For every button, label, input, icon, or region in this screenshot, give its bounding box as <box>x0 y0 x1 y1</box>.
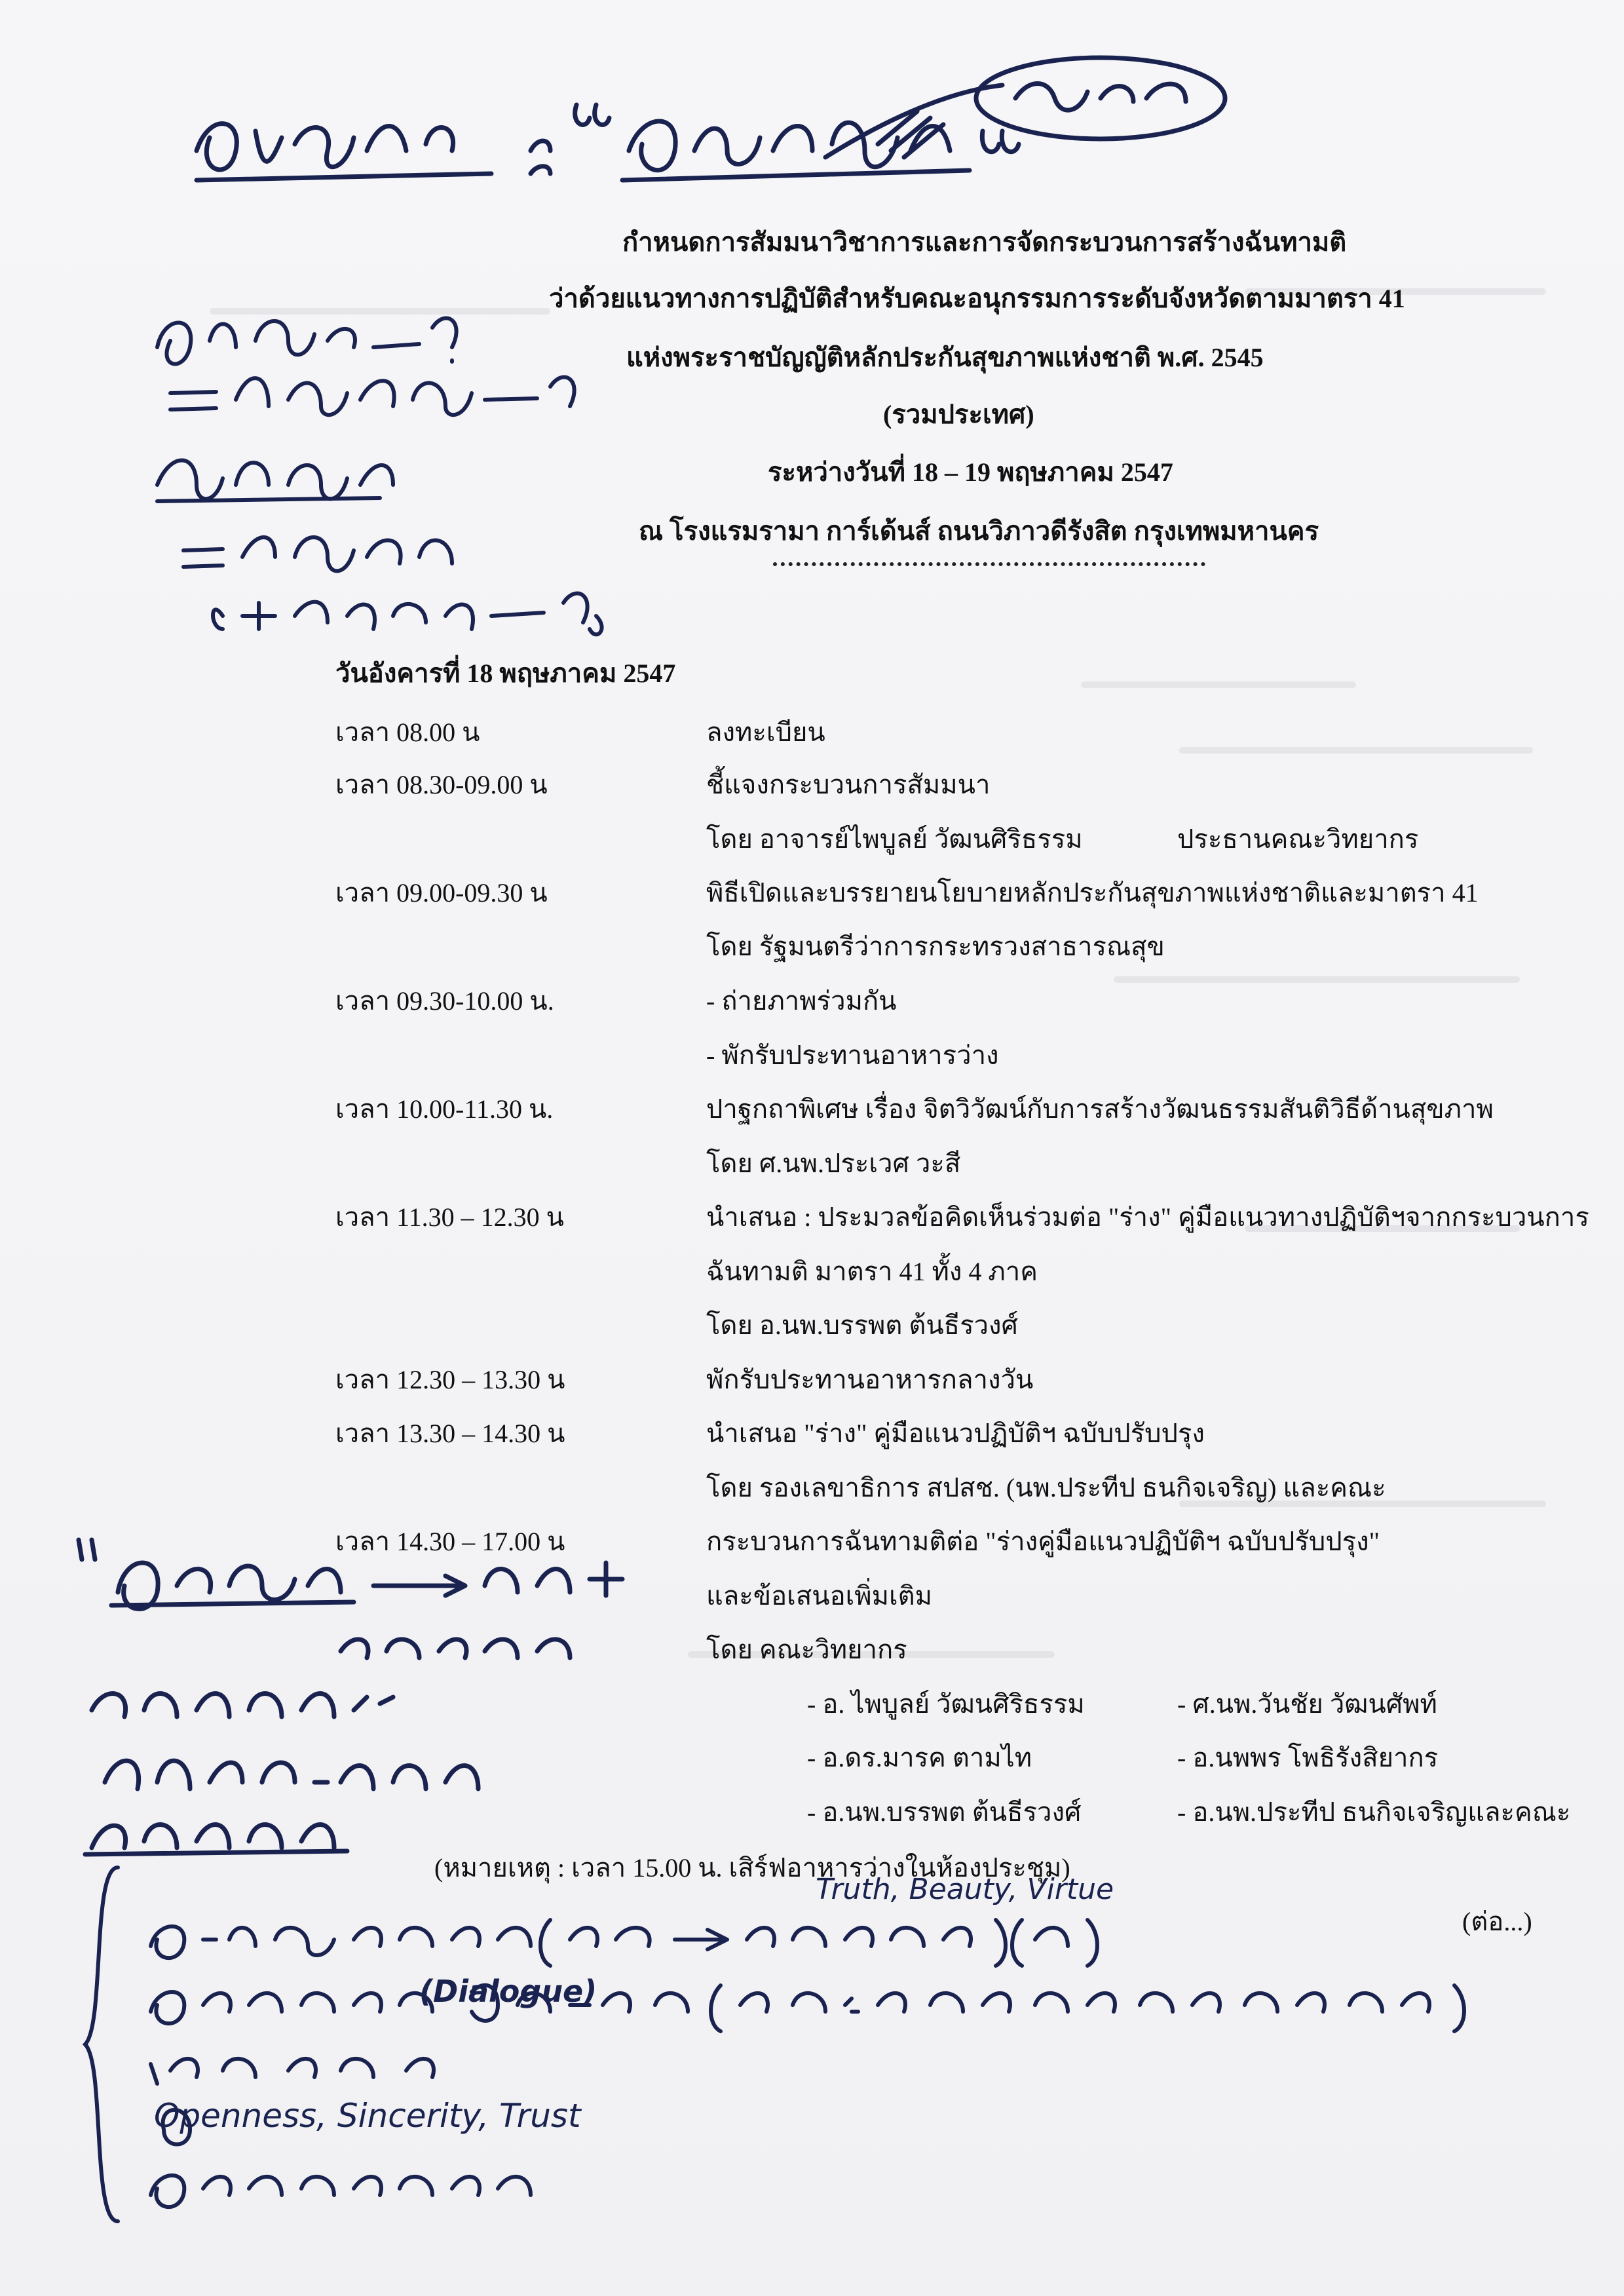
schedule-time: เวลา 14.30 – 17.00 น <box>335 1527 565 1556</box>
schedule-time: เวลา 09.30-10.00 น. <box>335 986 554 1016</box>
handwritten-dialogue: (Dialogue) <box>419 1974 597 2009</box>
header-line-2: ว่าด้วยแนวทางการปฏิบัติสำหรับคณะอนุกรรมการระดับจังหวัดตามมาตรา 41 <box>549 284 1405 313</box>
schedule-desc: โดย รัฐมนตรีว่าการกระทรวงสาธารณสุข <box>706 932 1165 961</box>
note: (หมายเหตุ : เวลา 15.00 น. เสิร์ฟอาหารว่างในห้องประชุม) <box>434 1853 1070 1883</box>
header-line-4: (รวมประเทศ) <box>883 400 1034 429</box>
schedule-desc: โดย อ.นพ.บรรพต ต้นธีรวงศ์ <box>706 1311 1018 1340</box>
schedule-desc: พิธีเปิดและบรรยายนโยบายหลักประกันสุขภาพแห่งชาติและมาตรา 41 <box>706 878 1479 908</box>
schedule-desc: นำเสนอ "ร่าง" คู่มือแนวปฏิบัติฯ ฉบับปรับปรุง <box>706 1419 1205 1448</box>
schedule-desc: พักรับประทานอาหารกลางวัน <box>706 1365 1034 1394</box>
schedule-time: เวลา 08.00 น <box>335 718 480 747</box>
handwritten-title-scribble <box>183 39 1232 210</box>
schedule-time: เวลา 12.30 – 13.30 น <box>335 1365 565 1394</box>
schedule-desc: ลงทะเบียน <box>706 718 825 747</box>
schedule-desc: โดย ศ.นพ.ประเวศ วะสี <box>706 1149 961 1178</box>
curly-brace <box>79 1861 124 2228</box>
speaker-name: - อ. ไพบูลย์ วัฒนศิริธรรม <box>807 1689 1085 1719</box>
schedule-time: เวลา 09.00-09.30 น <box>335 878 548 908</box>
header-line-1: กำหนดการสัมมนาวิชาการและการจัดกระบวนการสร้างฉันทามติ <box>622 227 1347 257</box>
schedule-desc: ชี้แจงกระบวนการสัมมนา <box>706 770 991 799</box>
speaker-name: - อ.ดร.มารค ตามไท <box>807 1743 1032 1772</box>
handwritten-bottom-notes <box>131 1894 1585 2234</box>
speakers-label: โดย คณะวิทยากร <box>706 1635 907 1664</box>
speaker-name: - อ.นพพร โพธิรังสิยากร <box>1177 1743 1439 1772</box>
speaker-name: - ศ.นพ.วันชัย วัฒนศัพท์ <box>1177 1689 1437 1719</box>
header-line-5: ระหว่างวันที่ 18 – 19 พฤษภาคม 2547 <box>768 457 1173 487</box>
dotted-separator <box>773 556 1205 566</box>
schedule-desc: - ถ่ายภาพร่วมกัน <box>706 986 897 1016</box>
schedule-desc: ฉันทามติ มาตรา 41 ทั้ง 4 ภาค <box>706 1257 1038 1286</box>
speaker-name: - อ.นพ.บรรพต ต้นธีรวงศ์ <box>807 1797 1082 1827</box>
speaker-name: - อ.นพ.ประทีป ธนกิจเจริญและคณะ <box>1177 1797 1571 1827</box>
day-title: วันอังคารที่ 18 พฤษภาคม 2547 <box>335 659 676 688</box>
schedule-desc: ปาฐกถาพิเศษ เรื่อง จิตวิวัฒน์กับการสร้างวัฒนธรรมสันติวิธีด้านสุขภาพ <box>706 1094 1494 1124</box>
handwritten-openness: Openness, Sincerity, Trust <box>154 2097 581 2135</box>
schedule-desc: โดย อาจารย์ไพบูลย์ วัฒนศิริธรรม <box>706 824 1083 854</box>
handwritten-middle-notes <box>66 1520 655 1861</box>
schedule-role: ประธานคณะวิทยากร <box>1177 824 1419 854</box>
schedule-desc: และข้อเสนอเพิ่มเติม <box>706 1581 933 1611</box>
handwritten-values: Truth, Beauty, Virtue <box>816 1873 1114 1906</box>
header-line-3: แห่งพระราชบัญญัติหลักประกันสุขภาพแห่งชาติ พ.ศ. 2545 <box>626 343 1264 372</box>
schedule-desc: โดย รองเลขาธิการ สปสช. (นพ.ประทีป ธนกิจเจริญ) และคณะ <box>706 1473 1386 1502</box>
schedule-desc: กระบวนการฉันทามติต่อ "ร่างคู่มือแนวปฏิบัติฯ ฉบับปรับปรุง" <box>706 1527 1380 1556</box>
handwritten-left-notes <box>144 288 799 668</box>
schedule-desc: - พักรับประทานอาหารว่าง <box>706 1041 999 1070</box>
schedule-time: เวลา 08.30-09.00 น <box>335 770 548 799</box>
schedule-time: เวลา 13.30 – 14.30 น <box>335 1419 565 1448</box>
schedule-time: เวลา 10.00-11.30 น. <box>335 1094 554 1124</box>
header-line-6: ณ โรงแรมรามา การ์เด้นส์ ถนนวิภาวดีรังสิต กรุงเทพมหานคร <box>639 516 1319 546</box>
schedule-desc: นำเสนอ : ประมวลข้อคิดเห็นร่วมต่อ "ร่าง" คู่มือแนวทางปฏิบัติฯจากกระบวนการ <box>706 1202 1589 1232</box>
continued-marker: (ต่อ...) <box>1462 1907 1532 1936</box>
schedule-time: เวลา 11.30 – 12.30 น <box>335 1202 564 1232</box>
